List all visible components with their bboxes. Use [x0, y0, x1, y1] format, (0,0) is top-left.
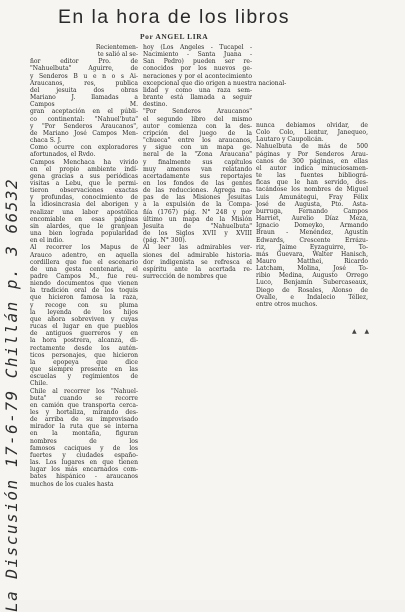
- article-line: que ahora sobreviven y cuyas: [30, 315, 138, 323]
- article-line: Ignacio Domeyko, Armando: [256, 222, 368, 230]
- article-line: espíritu ante la acertada re-: [143, 265, 252, 273]
- article-line: pas de las Misiones Jesuitas: [143, 194, 252, 202]
- article-line: acertadamente sus reportajes: [143, 172, 252, 180]
- article-line: ficas que le han servido, des-: [256, 179, 368, 187]
- article-line: "chueca" entre los araucanos,: [143, 137, 252, 145]
- article-line: Harriet, Aurelio Díaz Meza,: [256, 215, 368, 223]
- article-line: de Mariano José Campos Men-: [30, 129, 138, 137]
- article-line: Nacimiento - Santa Juana -: [143, 51, 252, 59]
- article-line: muy amenos van relatando: [143, 165, 252, 173]
- article-line: conocidos por los nuevos ge-: [143, 65, 252, 73]
- article-line: y recoge con su pluma: [30, 301, 138, 309]
- article-line: Diego de Rosales, Alonso de: [256, 286, 368, 294]
- article-line: (pág. N° 300).: [143, 237, 187, 245]
- article-byline: Por ANGEL LIRA: [140, 32, 209, 41]
- article-line: rucas el lugar en que pueblos: [30, 323, 138, 331]
- article-line: Campos Menchaca ha vivido: [30, 158, 138, 166]
- article-line: Latcham, Molina, José To-: [256, 265, 368, 273]
- article-line: ribio Medina, Augusto Orrego: [256, 272, 368, 280]
- article-line: la leyenda de los hijos: [30, 308, 138, 316]
- article-line: y profundas, conocimiento de: [30, 194, 138, 202]
- article-line: escuelas y regimientos de: [30, 373, 138, 381]
- article-line: te las fuentes bibliográ-: [256, 172, 368, 180]
- article-line: fuertes y ciudades españo-: [30, 451, 138, 459]
- article-line: Recientemen-: [95, 44, 138, 51]
- article-line: realizar una labor apostólica: [30, 208, 138, 216]
- article-line: y "Por Senderos Araucanos",: [30, 122, 138, 130]
- article-line: Al leer las admirables ver-: [143, 244, 252, 252]
- article-line: "Por Senderos Araucanos": [143, 108, 252, 116]
- article-line: padre Campos M., fue reu-: [30, 273, 138, 280]
- article-line: y sigue con un mapa ge-: [143, 144, 252, 152]
- article-line: de arriba de su improvisado: [30, 416, 138, 424]
- article-line: la hora postrera, alcanza, di-: [30, 337, 138, 345]
- article-line: una bien lograda popularidad: [30, 230, 138, 238]
- article-line: Ovalle, e Indalecio Téllez,: [256, 293, 368, 301]
- article-line: las. Los lugares en que tienen: [30, 459, 138, 467]
- article-line: Edwards, Crescente Errázu-: [256, 236, 368, 244]
- article-line: que siempre presente en las: [30, 366, 138, 374]
- article-line: tacándose los nombres de Miguel: [256, 186, 368, 194]
- article-line: Luis Amunátegui, Fray Félix: [256, 193, 368, 201]
- article-line: último un mapa de la Misión: [143, 215, 252, 223]
- article-line: Lautaro y Caupolicán.: [256, 136, 324, 144]
- article-line: ñía (1767) pág. N° 248 y por: [143, 208, 252, 216]
- article-line: brante está llamada a seguir: [143, 94, 252, 102]
- article-line: Al recorrer los Mapus de: [30, 244, 138, 252]
- article-line: y finalmente sus capítulos: [143, 158, 252, 166]
- article-line: encomiable en esas páginas: [30, 215, 138, 223]
- article-line: en los fondos de las gentes: [143, 179, 252, 187]
- article-line: autor comienza con la des-: [143, 122, 252, 130]
- article-line: hoy (Los Angeles - Tucapel -: [143, 44, 252, 51]
- article-line: José de Augusta, Pto. Asta-: [256, 200, 368, 208]
- article-line: riz, Jaime Eyzaguirre, To-: [256, 243, 368, 251]
- article-line: Araucanos, res, publica: [30, 79, 138, 87]
- article-line: Colo Colo, Lientur, Janequeo,: [256, 129, 368, 137]
- article-line: Mariano J. llamadas a: [30, 94, 138, 102]
- article-line: Mauro Matthei, Ricardo: [256, 257, 368, 265]
- article-column-2: [143, 44, 287, 280]
- article-headline: En la hora de los libros: [58, 6, 290, 28]
- article-line: les y hortaliza, mirando des-: [30, 408, 138, 416]
- article-line: muchos de los cuales hasta: [30, 480, 114, 488]
- article-line: entre otros muchos.: [256, 300, 318, 308]
- article-line: niendo documentos que vienen: [30, 280, 138, 288]
- article-line: en el propio ambiente indí-: [30, 165, 138, 173]
- article-line: neral de la "Zona Araucana": [143, 151, 252, 159]
- article-line: canos de 300 páginas, en ellas: [256, 157, 368, 165]
- article-line: gran aceptación en el públi-: [30, 108, 138, 116]
- article-line: más Guevara, Walter Hanisch,: [256, 250, 368, 258]
- article-line: cripción del juego de la: [143, 129, 252, 137]
- article-line: visitas a Lebu, que le permi-: [30, 179, 138, 187]
- article-column-3: [256, 122, 368, 308]
- article-line: Jesuita de "Nahuelbuta": [143, 222, 252, 230]
- article-line: famosos caciques y de los: [30, 444, 138, 452]
- article-line: el autor indica minuciosamen-: [256, 164, 368, 172]
- article-line: dor indigenista se refresca el: [143, 258, 252, 266]
- article-line: surrección de nombres que: [143, 273, 227, 280]
- article-line: gena gracias a sus periódicas: [30, 172, 138, 180]
- article-line: del jesuita dos obras: [30, 86, 138, 94]
- article-line: co continental: "Nahuel'buta": [30, 115, 138, 123]
- article-line: te salió al se-: [97, 51, 138, 59]
- article-line: San Pedro) pueden ser re-: [143, 58, 252, 66]
- article-line: la idiosincrasia del aborigen y: [30, 201, 138, 209]
- article-column-1: [30, 44, 138, 488]
- article-line: nunca debiamos olvidar, de: [256, 122, 368, 129]
- article-line: y Senderos B u e n o s Ai-: [30, 72, 138, 80]
- article-line: rectamente desde los autén-: [30, 344, 138, 352]
- article-line: siones del admirable historia-: [143, 251, 252, 259]
- article-line: el segundo libro del mismo: [143, 115, 252, 123]
- article-line: a la expulsión de la Compa-: [143, 201, 252, 209]
- article-line: de antiguos guerreros y en: [30, 330, 138, 338]
- article-line: que hicieron famosa la raza,: [30, 294, 138, 302]
- article-line: Campos M.: [30, 101, 138, 109]
- article-line: de una gesta centenaria, el: [30, 265, 138, 273]
- article-line: bates hispánico - araucanos: [30, 473, 138, 481]
- article-line: "Nahuelbuta" Aguirre, de: [30, 65, 138, 73]
- article-line: Chile al recorrer los "Nahuel-: [30, 387, 138, 395]
- article-line: en el indio.: [30, 237, 64, 245]
- article-line: Luco, Benjamín Subercaseaux,: [256, 279, 368, 287]
- article-line: lugar los más encarnados com-: [30, 466, 138, 474]
- article-line: mirador la ruta que se interna: [30, 423, 138, 431]
- article-line: destino.: [143, 101, 168, 109]
- article-line: Como ocurre con exploradores: [30, 144, 138, 152]
- article-line: nombres de los: [30, 437, 138, 445]
- article-line: la epopeya que dice: [30, 358, 138, 366]
- article-line: cordillera que fue el escenario: [30, 258, 138, 266]
- article-line: páginas y Por Senderos Arau-: [256, 150, 368, 158]
- article-line: la tradición oral de los toquis: [30, 287, 138, 295]
- article-line: Chile.: [30, 380, 48, 388]
- article-line: sin alardes, que le granjean: [30, 222, 138, 230]
- article-line: neraciones y por el acontecimiento: [143, 72, 252, 80]
- handwritten-archive-note: La Discusión 17-6-79 Chillán p. 3 66532: [2, 177, 21, 612]
- article-line: excepcional que dio origen a nuestra nacional-: [143, 79, 287, 87]
- article-line: tieron observaciones exactas: [30, 187, 138, 195]
- article-line: en la montaña, figuran: [30, 430, 138, 438]
- article-line: Arauco adentro, en aquella: [30, 251, 138, 259]
- article-line: de los Siglos XVII y XVIII: [143, 230, 252, 238]
- article-line: en camión que transporta cerca-: [30, 401, 138, 409]
- article-line: de las reducciones. Agrega ma-: [143, 187, 252, 195]
- article-line: Braun - Menéndez, Agustín: [256, 229, 368, 237]
- article-line: chaca S. J.: [30, 137, 62, 145]
- article-line: ticos personajes, que hicieron: [30, 351, 138, 359]
- article-line: burruga, Fernando Campos: [256, 207, 368, 215]
- article-line: buta" cuando se recorre: [30, 394, 138, 402]
- article-line: lidad y como una raza sem-: [143, 86, 252, 94]
- article-line: Nahuelbuta de más de 500: [256, 143, 368, 151]
- end-mark: ▲ ▲: [352, 328, 373, 335]
- article-line: afortunados, el Rvdo.: [30, 151, 96, 159]
- article-line: ñor editor Pro. de: [30, 58, 138, 66]
